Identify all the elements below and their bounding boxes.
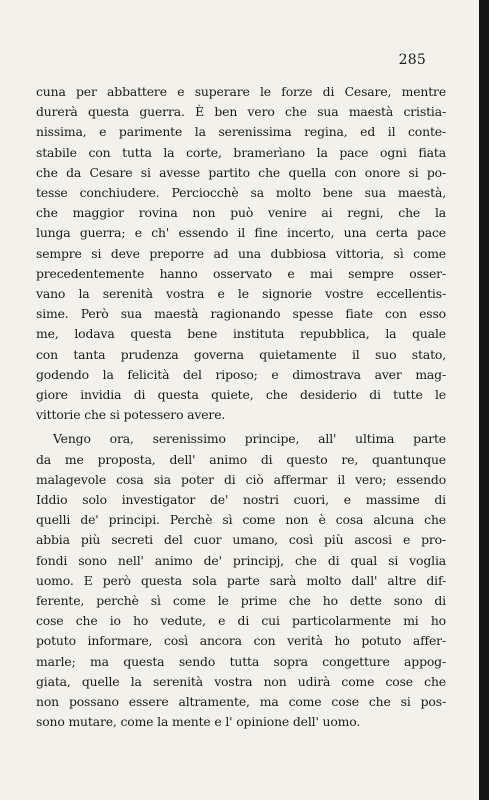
text-line: cuna per abbattere e superare le forze di Cesare, mentre [36,84,446,99]
paragraph-1 [36,82,446,425]
text-line: marle; ma questa sendo tutta sopra congetture appog- [36,653,446,669]
text-line: tesse conchiudere. Perciocchè sa molto bene sua maestà, [36,185,446,201]
text-line: uomo. E però questa sola parte sarà molto dall' altre dif- [36,572,446,588]
text-line: ferente, perchè sì come le prime che ho dette sono di [36,593,446,609]
text-line: vittorie che si potessero avere. [36,407,226,423]
text-line: precedentemente hanno osservato e mai sempre osser- [36,265,446,281]
text-line: fondi sono nell' animo de' principj, che di qual si voglia [36,552,446,568]
paragraph-2 [36,429,446,732]
text-line: durerà questa guerra. È ben vero che sua maestà cristia- [36,104,446,120]
text-line: lunga guerra; e ch' essendo il fine incerto, una certa pace [36,225,446,241]
text-line: giore invidia di questa quiete, che desiderio di tutte le [36,387,446,403]
page-edge-shadow [479,0,489,800]
text-line: da me proposta, dell' animo di questo re, quantunque [36,451,446,467]
text-line: sono mutare, come la mente e l' opinione dell' uomo. [36,714,361,730]
body-text [36,82,446,733]
text-line: sime. Però sua maestà ragionando spesse fiate con esso [36,306,446,322]
text-line: malagevole cosa sia poter di ciò affermar il vero; essendo [36,471,446,487]
text-line: giata, quelle la serenità vostra non udirà come cose che [36,673,446,689]
text-line: sempre si deve preporre ad una dubbiosa vittoria, sì come [36,245,446,261]
text-line: vano la serenità vostra e le signorie vostre eccellentis- [36,286,446,302]
text-line: che da Cesare si avesse partito che quella con onore si po- [36,164,446,180]
text-line: non possano essere altramente, ma come cose che si pos- [36,694,446,710]
text-line: con tanta prudenza governa quietamente il suo stato, [36,346,446,362]
text-line: potuto informare, così ancora con verità ho potuto affer- [36,633,446,649]
text-line: nissima, e parimente la serenissima regina, ed il conte- [36,124,446,140]
page-number: 285 [398,52,426,68]
text-line: abbia più secreti del cuor umano, così più ascosi e pro- [36,532,446,548]
text-line: Vengo ora, serenissimo principe, all' ultima parte [53,431,446,447]
text-line: me, lodava questa bene instituta repubblica, la quale [36,326,446,342]
text-line: cose che io ho vedute, e di cui particolarmente mi ho [36,613,446,629]
text-line: quelli de' principi. Perchè sì come non è cosa alcuna che [36,512,446,528]
text-line: Iddio solo investigator de' nostri cuori, e massime di [36,492,446,508]
text-line: stabile con tutta la corte, bramerìano la pace ogni fiata [36,144,446,160]
text-line: che maggior rovina non può venire ai regni, che la [36,205,446,221]
text-line: godendo la felicità del riposo; e dimostrava aver mag- [36,366,446,382]
